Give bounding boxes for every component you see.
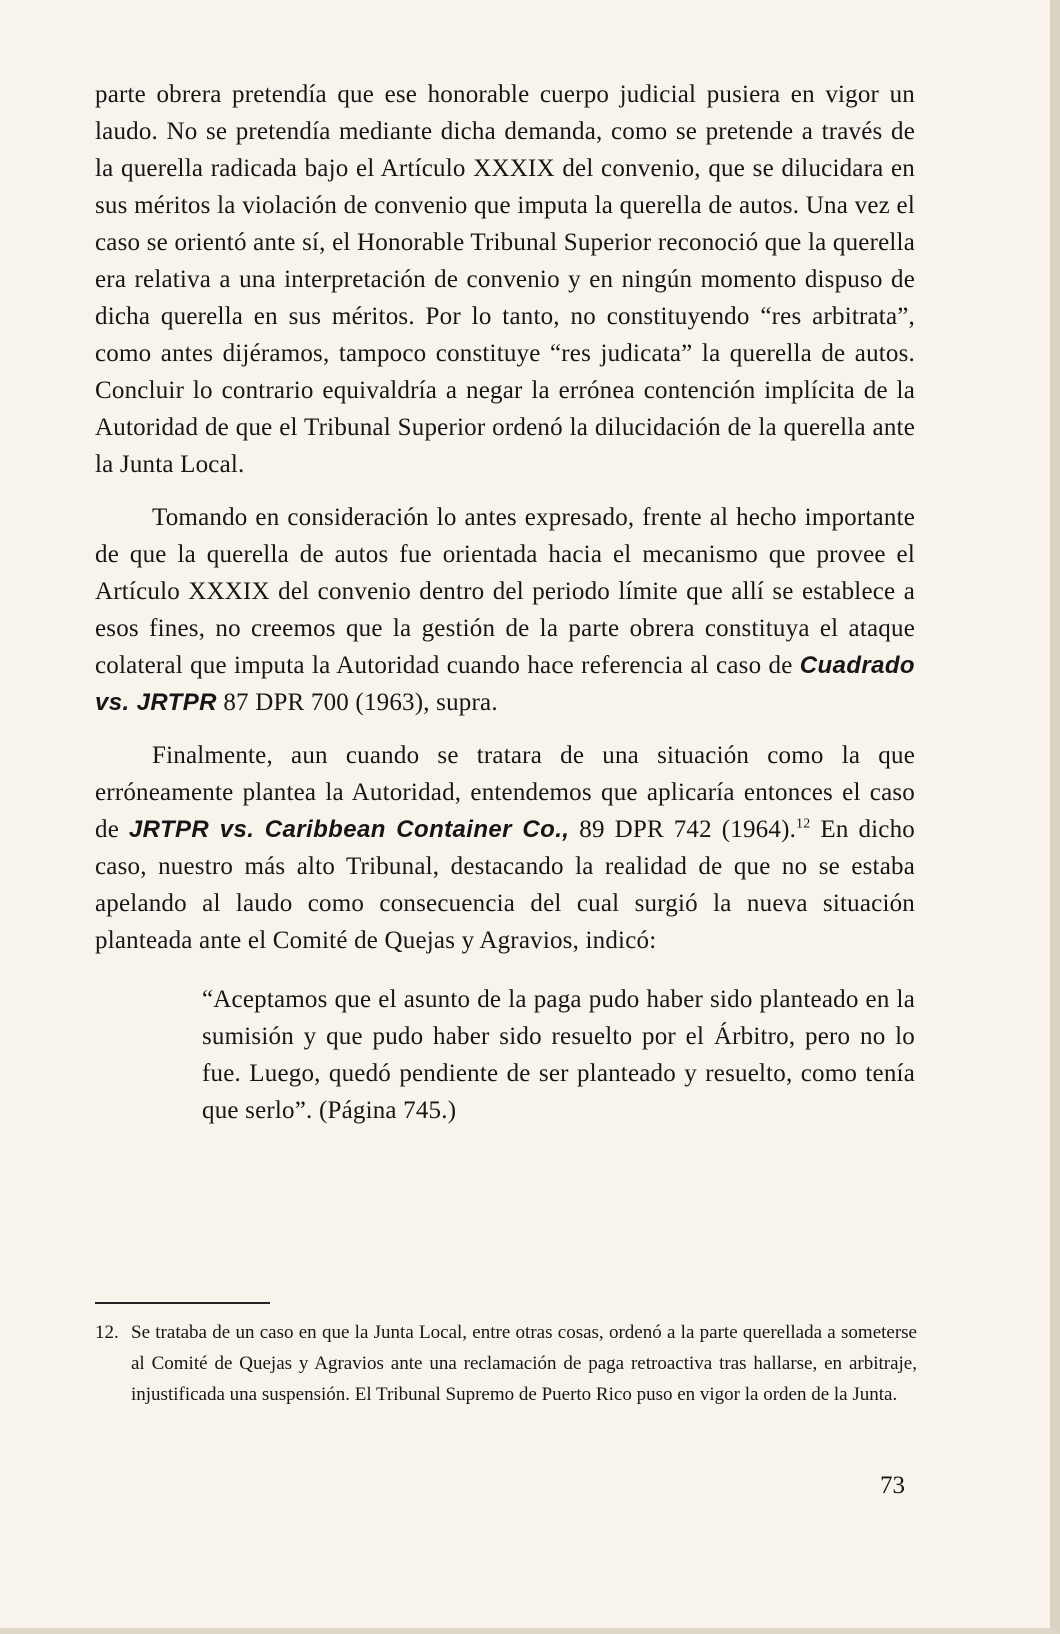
- body-text: [95, 76, 915, 1129]
- paragraph-3-text-a: Finalmente, aun cuando se tratara de una situación como la que erróneamente plantea la Autoridad, entendemos que aplicaría entonces el caso de: [95, 742, 915, 843]
- footnote-reference: 12: [796, 816, 811, 832]
- footnote-divider: [95, 1302, 270, 1304]
- footnote: [95, 1317, 917, 1410]
- case-citation-cuadrado: Cuadrado vs. JRTPR: [95, 652, 915, 716]
- paragraph-1: parte obrera pretendía que ese honorable cuerpo judicial pusiera en vigor un laudo. No se pretendía mediante dicha demanda, como se pretende a través de la querella radicada bajo el Artículo XXXIX del convenio, que se dilucidara en sus méritos la violación de convenio que imputa la querella de autos. Una vez el caso se orientó ante sí, el Honorable Tribunal Superior reconoció que la querella era relativa a una interpretación de convenio y en ningún momento dispuso de dicha querella en sus méritos. Por lo tanto, no constituyendo “res arbitrata”, como antes dijéramos, tampoco constituye “res judicata” la querella de autos. Concluir lo contrario equivaldría a negar la errónea contención implícita de la Autoridad de que el Tribunal Superior ordenó la dilucidación de la querella ante la Junta Local.: [95, 81, 915, 478]
- footnote-text: Se trataba de un caso en que la Junta Local, entre otras cosas, ordenó a la parte querellada a someterse al Comité de Quejas y Agravios ante una reclamación de paga retroactiva tras hallarse, en arbitraje, injustificada una suspensión. El Tribunal Supremo de Puerto Rico puso en vigor la orden de la Junta.: [131, 1322, 917, 1405]
- page-number: 73: [880, 1472, 905, 1499]
- paragraph-2: [95, 499, 915, 721]
- case-citation-caribbean-container: JRTPR vs. Caribbean Container Co.,: [128, 816, 570, 843]
- paragraph-2-text-b: 87 DPR 700 (1963), supra.: [216, 689, 498, 716]
- block-quote: “Aceptamos que el asunto de la paga pudo haber sido planteado en la sumisión y que pudo haber sido resuelto por el Árbitro, pero no lo fue. Luego, quedó pendiente de ser planteado y resuelto, como tenía que serlo”. (Página 745.): [202, 986, 915, 1124]
- footnote-number: 12.: [95, 1322, 119, 1343]
- paragraph-3: [95, 737, 915, 959]
- paragraph-3-text-c: En dicho caso, nuestro más alto Tribunal, destacando la realidad de que no se estaba apelando al laudo como consecuencia del cual surgió la nueva situación planteada ante el Comité de Quejas y Agravios, indicó:: [95, 816, 915, 954]
- paragraph-3-text-b: 89 DPR 742 (1964).: [569, 816, 797, 843]
- paragraph-2-text-a: Tomando en consideración lo antes expresado, frente al hecho importante de que la querella de autos fue orientada hacia el mecanismo que provee el Artículo XXXIX del convenio dentro del periodo límite que allí se establece a esos fines, no creemos que la gestión de la parte obrera constituya el ataque colateral que imputa la Autoridad cuando hace referencia al caso de: [95, 504, 915, 679]
